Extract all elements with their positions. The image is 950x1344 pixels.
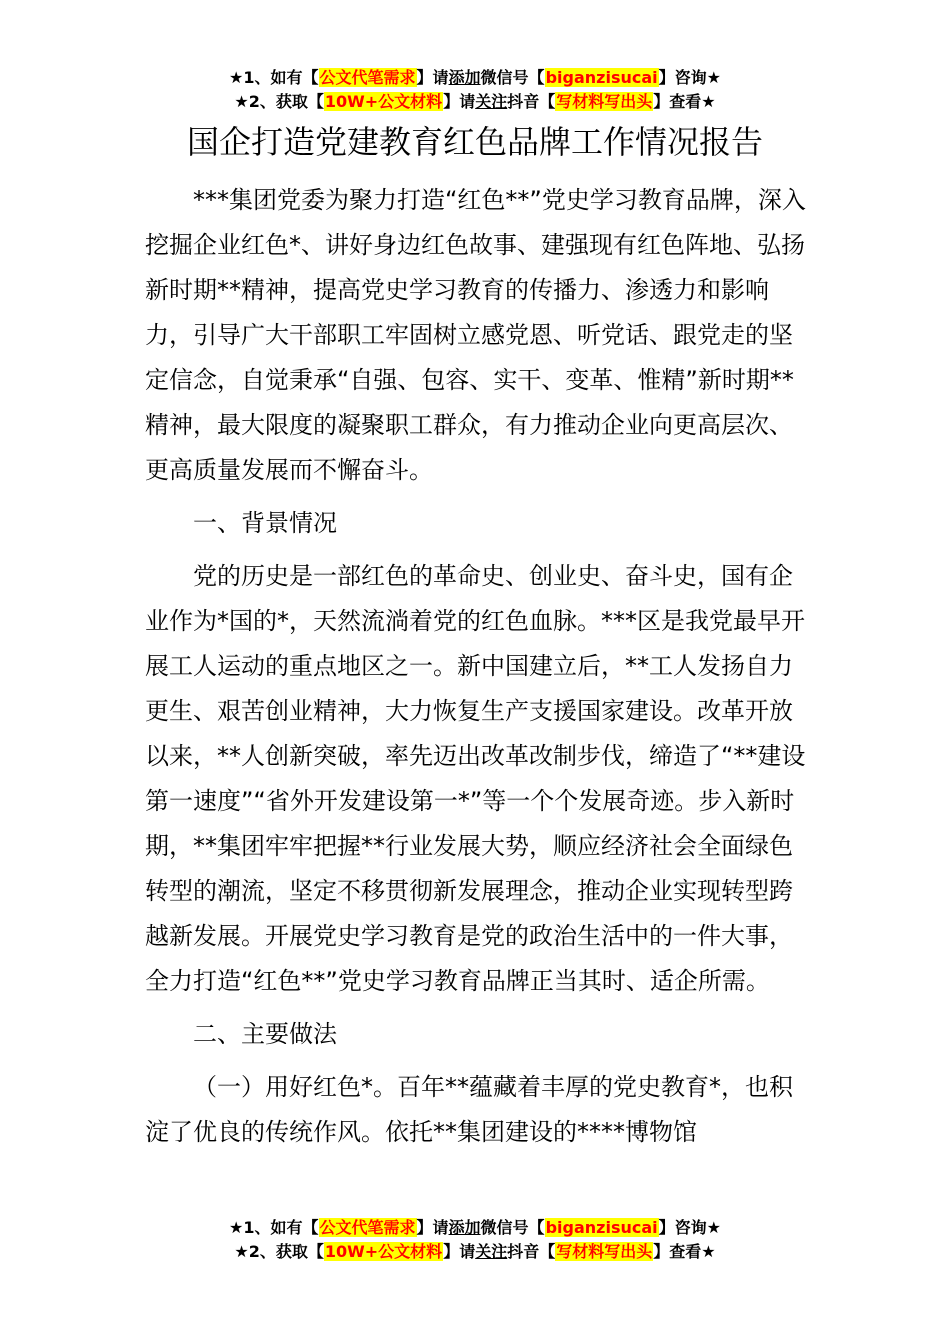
highlight-materials: 10W+公文材料 (324, 1242, 443, 1261)
footer-banner (0, 1216, 950, 1264)
paragraph-background: 党的历史是一部红色的革命史、创业史、奋斗史，国有企业作为*国的*，天然流淌着党的红色血脉。***区是我党最早开展工人运动的重点地区之一。新中国建立后，**工人发扬自力更生、艰苦创业精神，大力恢复生产支援国家建设。改革开放以来，**人创新突破，率先迈出改革改制步伐，缔造了“**建设第一速度”“省外开发建设第一*”等一个个发展奇迹。步入新时期，**集团牢牢把握**行业发展大势，顺应经济社会全面绿色转型的潮流，坚定不移贯彻新发展理念，推动企业实现转型跨越新发展。开展党史学习教育是党的政治生活中的一件大事，全力打造“红色**”党史学习教育品牌正当其时、适企所需。 (145, 562, 806, 995)
highlight-materials: 10W+公文材料 (324, 92, 443, 111)
document-title: 国企打造党建教育红色品牌工作情况报告 (186, 123, 763, 161)
highlight-wechat-id: biganzisucai (545, 1218, 658, 1237)
highlight-wechat-id: biganzisucai (545, 68, 658, 87)
banner-line-1: ★1、如有【公文代笔需求】请添加微信号【biganzisucai】咨询★ (229, 1218, 721, 1237)
section-heading-practices: 二、主要做法 (193, 1020, 337, 1048)
document-body (145, 178, 813, 1155)
highlight-service: 公文代笔需求 (319, 68, 416, 87)
banner-line-2: ★2、获取【10W+公文材料】请关注抖音【写材料写出头】查看★ (234, 92, 716, 111)
highlight-service: 公文代笔需求 (319, 1218, 416, 1237)
banner-line-1: ★1、如有【公文代笔需求】请添加微信号【biganzisucai】咨询★ (229, 68, 721, 87)
banner-line-2: ★2、获取【10W+公文材料】请关注抖音【写材料写出头】查看★ (234, 1242, 716, 1261)
highlight-douyin-id: 写材料写出头 (556, 1242, 653, 1261)
paragraph-practice-1: （一）用好红色*。百年**蕴藏着丰厚的党史教育*，也积淀了优良的传统作风。依托**集团建设的****博物馆 (145, 1073, 793, 1146)
header-banner (0, 66, 950, 114)
paragraph-intro: ***集团党委为聚力打造“红色**”党史学习教育品牌，深入挖掘企业红色*、讲好身边红色故事、建强现有红色阵地、弘扬新时期**精神，提高党史学习教育的传播力、渗透力和影响力，引导广大干部职工牢固树立感党恩、听党话、跟党走的坚定信念，自觉秉承“自强、包容、实干、变革、惟精”新时期**精神，最大限度的凝聚职工群众，有力推动企业向更高层次、更高质量发展而不懈奋斗。 (145, 186, 806, 484)
highlight-douyin-id: 写材料写出头 (556, 92, 653, 111)
section-heading-background: 一、背景情况 (193, 509, 337, 537)
